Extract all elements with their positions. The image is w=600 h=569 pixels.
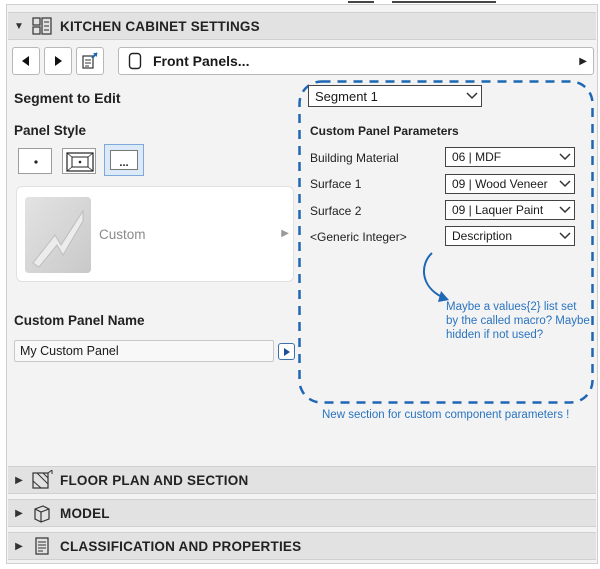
chevron-right-icon[interactable]: ▶ — [281, 228, 289, 239]
panel-preview-label: Custom — [99, 227, 146, 242]
panel-style-plain-button[interactable] — [18, 148, 52, 174]
section-title: CLASSIFICATION AND PROPERTIES — [60, 538, 302, 554]
annotation-note-line: Maybe a values{2} list set — [446, 301, 577, 313]
classification-and-properties-header[interactable] — [8, 532, 596, 560]
cabinet-grid-icon — [30, 15, 54, 37]
panel-plain-icon — [19, 149, 53, 175]
segment-select[interactable] — [308, 85, 482, 107]
annotation-note-line: by the called macro? Maybe — [446, 315, 590, 327]
chevron-down-icon — [556, 150, 574, 164]
top-divider — [348, 1, 374, 3]
generic-integer-select[interactable] — [445, 226, 575, 246]
top-divider — [392, 1, 496, 3]
section-title: FLOOR PLAN AND SECTION — [60, 472, 249, 488]
front-panel-icon — [123, 52, 147, 70]
page-navigation — [12, 47, 104, 75]
floor-plan-icon — [30, 469, 54, 491]
panel-preview-thumbnail — [25, 197, 91, 273]
kitchen-cabinet-settings-header[interactable] — [8, 12, 596, 40]
surface-2-select[interactable] — [445, 200, 575, 220]
chevron-right-icon[interactable]: ▶ — [579, 55, 587, 67]
section-title: MODEL — [60, 505, 110, 521]
panel-preview-card[interactable] — [16, 186, 294, 282]
param-value: 09 | Wood Veneer — [452, 177, 548, 191]
chevron-down-icon — [556, 177, 574, 191]
arrow-right-icon — [53, 55, 63, 67]
param-label: Building Material — [310, 151, 399, 165]
param-label: Surface 1 — [310, 177, 362, 191]
annotation-note-line: hidden if not used? — [446, 329, 544, 341]
annotation-arrow-icon — [416, 250, 456, 306]
ellipsis-label: ... — [119, 157, 129, 169]
chevron-down-icon — [556, 203, 574, 217]
param-value: 06 | MDF — [452, 150, 502, 164]
panel-style-frame-button[interactable] — [62, 148, 96, 174]
annotation-note — [446, 300, 590, 342]
model-header[interactable] — [8, 499, 596, 527]
chevron-down-icon — [463, 89, 481, 103]
previous-page-button[interactable] — [12, 47, 40, 75]
custom-panel-parameters-title: Custom Panel Parameters — [310, 124, 459, 138]
custom-panel-name-arrow-button[interactable] — [278, 343, 295, 360]
document-list-icon — [30, 535, 54, 557]
surface-1-select[interactable] — [445, 174, 575, 194]
expand-triangle-icon[interactable]: ▶ — [15, 540, 23, 552]
panel-style-custom-button[interactable] — [104, 144, 144, 176]
page-selector-label: Front Panels... — [153, 53, 250, 69]
panel-frame-icon — [63, 149, 97, 175]
param-label: <Generic Integer> — [310, 230, 407, 244]
segment-to-edit-label: Segment to Edit — [14, 90, 121, 106]
param-value: 09 | Laquer Paint — [452, 203, 544, 217]
custom-panel-name-input[interactable]: My Custom Panel — [14, 340, 274, 362]
custom-panel-name-label: Custom Panel Name — [14, 313, 145, 328]
param-label: Surface 2 — [310, 204, 362, 218]
panel-custom-icon — [110, 150, 138, 170]
panel-style-label: Panel Style — [14, 123, 87, 138]
building-material-select[interactable] — [445, 147, 575, 167]
segment-select-value: Segment 1 — [315, 88, 378, 104]
cube-icon — [30, 502, 54, 524]
chevron-down-icon — [556, 229, 574, 243]
play-arrow-icon — [283, 348, 291, 356]
floor-plan-and-section-header[interactable] — [8, 466, 596, 494]
collapse-triangle-icon[interactable]: ▼ — [14, 20, 24, 32]
page-selector[interactable] — [118, 47, 594, 75]
param-value: Description — [452, 229, 513, 243]
next-page-button[interactable] — [44, 47, 72, 75]
page-export-icon — [81, 52, 99, 70]
arrow-left-icon — [21, 55, 31, 67]
expand-triangle-icon[interactable]: ▶ — [15, 474, 23, 486]
expand-triangle-icon[interactable]: ▶ — [15, 507, 23, 519]
section-title: KITCHEN CABINET SETTINGS — [60, 18, 260, 34]
new-section-caption: New section for custom component parameters ! — [322, 409, 570, 421]
page-export-button[interactable] — [76, 47, 104, 75]
